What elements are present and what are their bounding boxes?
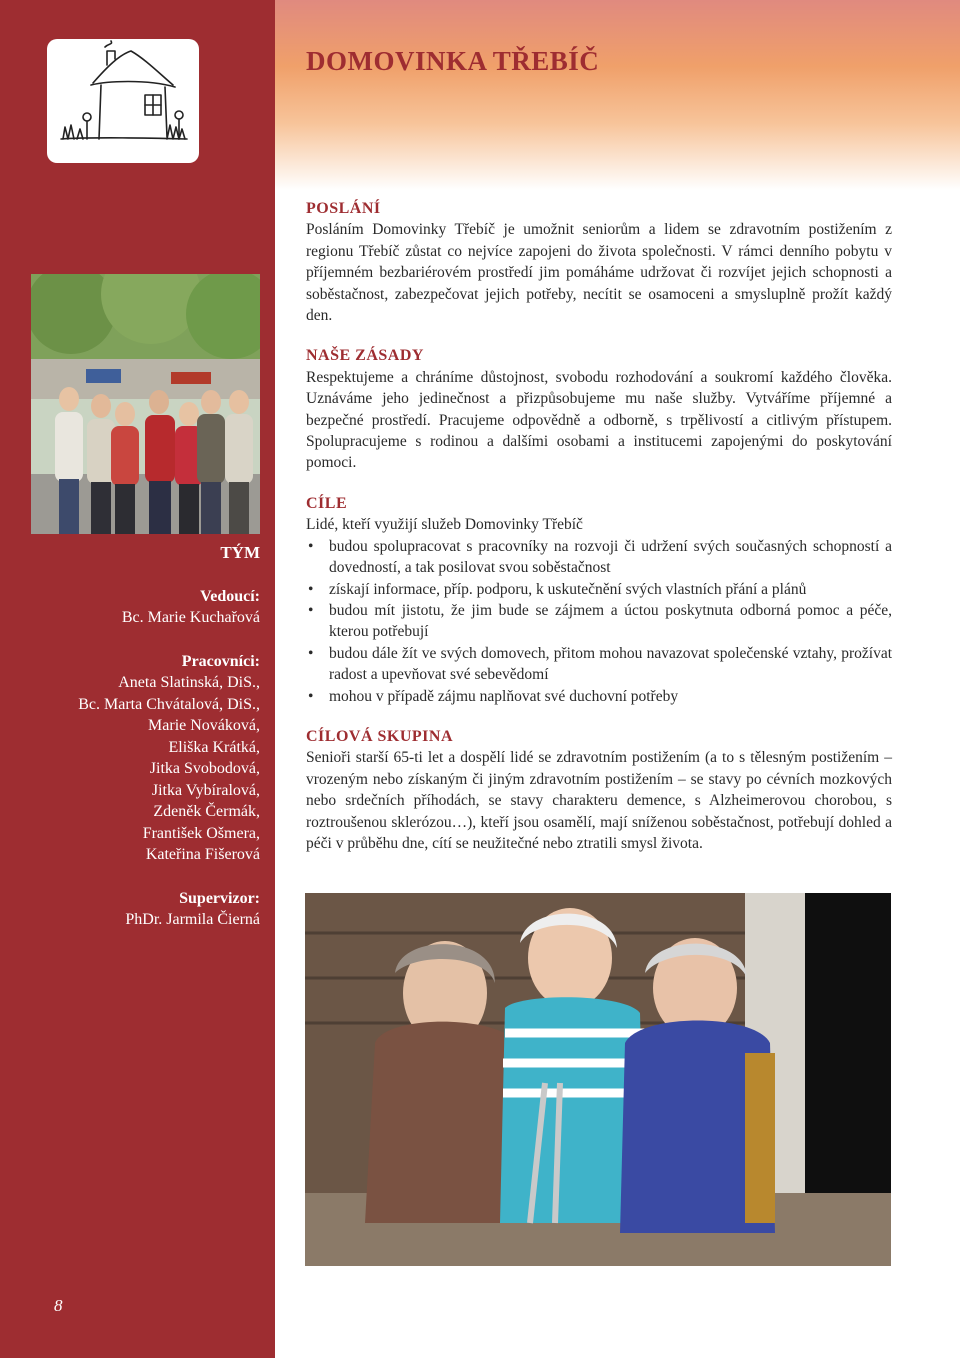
target-group-section — [306, 726, 892, 854]
supervisor-label: Supervizor: — [179, 889, 260, 907]
principles-title: NAŠE ZÁSADY — [306, 347, 424, 365]
mission-title: POSLÁNÍ — [306, 200, 381, 217]
goals-section — [306, 493, 892, 707]
list-item: • budou spolupracovat s pracovníky na rozvoji či udržení svých současných schopností a dovedností, a tak posilovat svou soběstačnost — [306, 536, 892, 579]
staff-member: Jitka Vybíralová, — [151, 781, 260, 799]
staff-member: Jitka Svobodová, — [149, 760, 260, 777]
mission-text: Posláním Domovinky Třebíč je umožnit seniorům a lidem se zdravotním postižením z regionu Třebíč zůstat co nejvíce zapojeni do života společnosti. V rámci denního pobytu v příjemném bezbariérovém prostředí jim pomáháme udržovat či rozvíjet jejich schopnosti a soběstačnost, zabezpečovat jejich potřeby, necítit se osamoceni a smysluplně prožít každý den. — [306, 221, 892, 325]
principles-text: Respektujeme a chráníme důstojnost, svobodu rozhodování a soukromí každého člověka. Uznáváme jeho jedinečnost a přizpůsobujeme mu naše služby. Vytváříme příjemné a bezpečné prostředí. Pracujeme odpovědně a odborně, s trpělivostí a citlivým přístupem. Spolupracujeme s rodinou a dalšími osobami a institucemi zapojenými do poskytování pomoci. — [306, 368, 892, 472]
group-photo-image — [31, 274, 260, 534]
list-item: • mohou v případě zájmu naplňovat své duchovní potřeby — [306, 686, 892, 707]
staff-member: Eliška Krátká, — [168, 738, 260, 756]
staff-member: Bc. Marta Chvátalová, DiS., — [78, 695, 260, 713]
target-group-text: Senioři starší 65-ti let a dospělí lidé se zdravotním postižením (a to s tělesným postižením – vrozeným nebo získaným či jiným zdravotním postižením – se stavy po cévních mozkových nebo srdečních příhodách, se stavy charakteru demence, s Alzheimerovou chorobou, s roztroušenou sklerózou…), kteří jsou osamělí, mají sníženou soběstačnost, potřebují dohled a péči v průběhu dne, cítí se neužitečné nebo ztratili smysl života. — [306, 749, 892, 852]
team-panel — [20, 542, 260, 931]
goals-title: CÍLE — [306, 494, 348, 512]
team-heading: TÝM — [220, 543, 260, 562]
header-band — [275, 0, 960, 190]
supervisor-name: PhDr. Jarmila Čierná — [125, 911, 260, 928]
goals-intro: Lidé, kteří využijí služeb Domovinky Třebíč — [306, 516, 583, 534]
page-number: 8 — [54, 1296, 63, 1315]
staff-member: Marie Nováková, — [148, 717, 260, 734]
main-content — [306, 198, 892, 873]
list-item: • budou mít jistotu, že jim bude se zájmem a úctou poskytnuta odborná pomoc a péče, kterou potřebují — [306, 600, 892, 643]
team-photo — [31, 274, 260, 534]
principles-section — [306, 345, 892, 473]
logo — [47, 39, 199, 163]
target-group-title: CÍLOVÁ SKUPINA — [306, 727, 454, 745]
page-title: DOMOVINKA TŘEBÍČ — [306, 46, 600, 76]
staff-member: Kateřina Fišerová — [145, 846, 260, 863]
seniors-photo — [305, 893, 891, 1266]
staff-member: František Ošmera, — [142, 824, 260, 842]
house-logo-icon — [47, 39, 199, 163]
staff-member: Zdeněk Čermák, — [153, 803, 260, 820]
list-item: • získají informace, příp. podporu, k uskutečnění svých vlastních přání a plánů — [306, 579, 892, 600]
list-item: • budou dále žít ve svých domovech, přitom mohou navazovat společenské vztahy, prožívat radost a upevňovat své sebevědomí — [306, 643, 892, 686]
leader-label: Vedoucí: — [200, 587, 260, 605]
staff-label: Pracovníci: — [181, 652, 260, 670]
staff-member: Aneta Slatinská, DiS., — [118, 674, 260, 691]
seniors-photo-image — [305, 893, 891, 1266]
mission-section — [306, 198, 892, 326]
goals-list — [306, 536, 892, 707]
leader-name: Bc. Marie Kuchařová — [121, 609, 260, 626]
